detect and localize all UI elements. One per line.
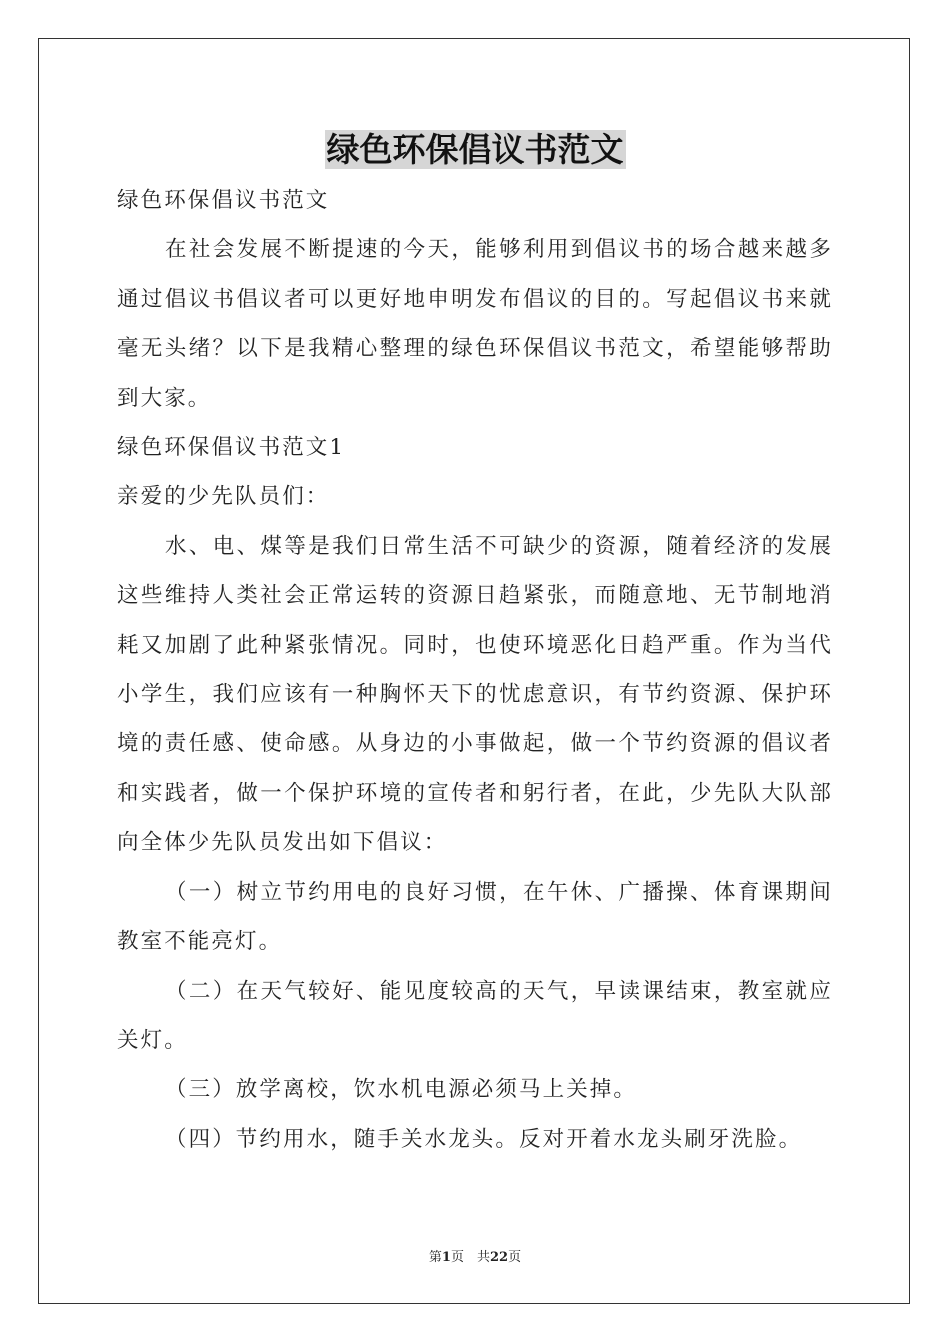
paragraph: （三）放学离校，饮水机电源必须马上关掉。 bbox=[165, 1077, 638, 1103]
page-number: 1 bbox=[441, 1250, 451, 1265]
footer-mid: 页 共 bbox=[450, 1250, 490, 1265]
footer-prefix: 第 bbox=[428, 1250, 442, 1265]
paragraph: （四）节约用水，随手关水龙头。反对开着水龙头刷牙洗脸。 bbox=[165, 1126, 803, 1152]
paragraph: （二）在天气较好、能见度较高的天气，早读课结束，教室就应关灯。 bbox=[117, 978, 833, 1053]
document-title bbox=[0, 124, 950, 176]
title-text: 绿色环保倡议书范文 bbox=[326, 130, 624, 169]
footer-suffix: 页 bbox=[508, 1250, 522, 1265]
page-footer bbox=[0, 1246, 950, 1265]
paragraph: 在社会发展不断提速的今天，能够利用到倡议书的场合越来越多通过倡议书倡议者可以更好地申明发布倡议的目的。写起倡议书来就毫无头绪？以下是我精心整理的绿色环保倡议书范文，希望能够帮助到大家。 bbox=[117, 237, 833, 411]
paragraph: 绿色环保倡议书范文1 bbox=[117, 435, 346, 461]
page-total: 22 bbox=[489, 1250, 509, 1265]
paragraph: 绿色环保倡议书范文 bbox=[117, 188, 330, 213]
paragraph: （一）树立节约用电的良好习惯，在午休、广播操、体育课期间教室不能亮灯。 bbox=[117, 879, 833, 955]
document-body bbox=[117, 176, 833, 1164]
paragraph: 水、电、煤等是我们日常生活不可缺少的资源，随着经济的发展这些维持人类社会正常运转的资源日趋紧张，而随意地、无节制地消耗又加剧了此种紧张情况。同时，也使环境恶化日趋严重。作为当代小学生，我们应该有一种胸怀天下的忧虑意识，有节约资源、保护环境的责任感、使命感。从身边的小事做起，做一个节约资源的倡议者和实践者，做一个保护环境的宣传者和躬行者，在此，少先队大队部向全体少先队员发出如下倡议： bbox=[117, 533, 833, 856]
paragraph: 亲爱的少先队员们： bbox=[117, 484, 330, 510]
